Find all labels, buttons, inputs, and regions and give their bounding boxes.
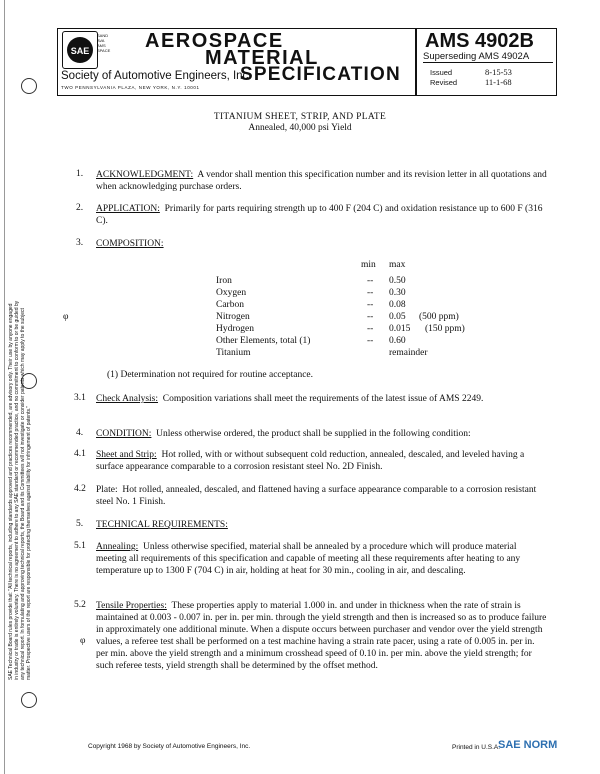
revised-label: Revised [430, 78, 458, 87]
comp-row-max: 0.60 [389, 336, 406, 346]
change-mark: φ [63, 312, 69, 322]
section-4-1 [96, 449, 548, 473]
logo-side-text: SAND AVA AMS SPACE [97, 33, 111, 53]
comp-max-header: max [389, 260, 406, 270]
comp-row-min: -- [367, 312, 374, 322]
margin-disclaimer-line-1: SAE Technical Board rules provide that: "All technical reports, including standards approved and practices recommended, are advisory only. Their use by anyone engaged [8, 303, 14, 680]
section-3 [96, 238, 548, 250]
section-2 [96, 203, 548, 227]
section-4-2-text: Hot rolled, annealed, descaled, and flattened having a surface appearance comparable to a corrosion resistant steel No. 1 Finish. [96, 485, 537, 507]
title-aerospace: AEROSPACE [145, 30, 284, 52]
section-5-2-number: 5.2 [74, 600, 86, 610]
comp-row-element: Other Elements, total (1) [216, 336, 311, 346]
comp-row-element: Carbon [216, 300, 244, 310]
doc-title: TITANIUM SHEET, STRIP, AND PLATE [213, 112, 387, 122]
section-5-1-number: 5.1 [74, 541, 86, 551]
section-5-1 [96, 541, 548, 577]
section-1-number: 1. [76, 169, 84, 179]
section-5-1-heading: Annealing: [96, 542, 139, 552]
section-4-2 [96, 484, 548, 508]
margin-disclaimer-line-2: in industry or trade is entirely voluntary. There is no agreement to adhere to any SAE standard or recommended practice, and no commitment to conform to or be guided by [14, 300, 20, 680]
section-2-heading: APPLICATION: [96, 204, 160, 214]
section-4-2-heading: Plate: [96, 485, 118, 495]
section-3-heading: COMPOSITION: [96, 239, 164, 249]
society-address: TWO PENNSYLVANIA PLAZA, NEW YORK, N.Y. 10001 [61, 85, 200, 90]
composition-footnote: (1) Determination not required for routine acceptance. [107, 370, 314, 380]
section-5-2 [96, 600, 548, 672]
section-2-number: 2. [76, 203, 84, 213]
section-4 [96, 428, 548, 440]
punch-hole-bottom [21, 692, 37, 708]
punch-hole-top [21, 78, 37, 94]
logo-letters: SAE [70, 46, 90, 56]
comp-row-max: 0.05 [389, 312, 406, 322]
comp-row-min: -- [367, 324, 374, 334]
spec-number: AMS 4902B [425, 30, 534, 52]
comp-row-min: -- [367, 300, 374, 310]
section-5-heading: TECHNICAL REQUIREMENTS: [96, 520, 228, 530]
section-5-2-heading: Tensile Properties: [96, 601, 167, 611]
comp-row-min: -- [367, 288, 374, 298]
section-4-text: Unless otherwise ordered, the product shall be supplied in the following condition: [156, 429, 471, 439]
comp-row-element: Nitrogen [216, 312, 250, 322]
comp-row-max: remainder [389, 348, 428, 358]
comp-row-element: Iron [216, 276, 232, 286]
section-5 [96, 519, 548, 531]
comp-row-element: Hydrogen [216, 324, 254, 334]
section-3-1 [96, 393, 548, 405]
comp-row-ppm: (150 ppm) [425, 324, 465, 334]
revised-date: 11-1-68 [485, 77, 512, 87]
comp-row-max: 0.08 [389, 300, 406, 310]
comp-row-max: 0.50 [389, 276, 406, 286]
section-4-2-number: 4.2 [74, 484, 86, 494]
section-4-number: 4. [76, 428, 84, 438]
section-5-1-text: Unless otherwise specified, material shall be annealed by a procedure which will produce material meeting all requirements of this specification and capable of meeting all these requirements after heating to any temperature up to 1300 F (704 C) in air, holding at heat for 30 min., cooling in air, and descaling. [96, 542, 521, 576]
section-4-1-number: 4.1 [74, 449, 86, 459]
margin-disclaimer-line-4: matter. Prospective users of the report are responsible for protecting themselves against liability for infringement of patents." [26, 405, 32, 680]
footer-copyright: Copyright 1968 by Society of Automotive Engineers, Inc. [88, 743, 251, 750]
comp-row-element: Titanium [216, 348, 251, 358]
section-5-2-text: These properties apply to material 1.000 in. and under in thickness when the rate of strain is maintained at 0.003 - 0.007 in. per in. per min. through the yield strength and then is increased so as to produce failure in approximately one additional minute. When a dispute occurs between purchaser and vendor over the yield strength values, a referee test shall be performed on a test machine having a strain rate pacer, using a rate of 0.005 in. per in. per min. above the yield strength and a minimum crosshead speed of 0.10 in. per min. above the yield strength; for such referee tests, yield strength shall be determined by the offset method. [96, 601, 547, 671]
comp-row-max: 0.30 [389, 288, 406, 298]
section-1-heading: ACKNOWLEDGMENT: [96, 170, 194, 180]
change-mark: φ [80, 636, 86, 646]
title-specification: SPECIFICATION [240, 64, 401, 85]
section-3-1-heading: Check Analysis: [96, 394, 159, 404]
section-4-heading: CONDITION: [96, 429, 152, 439]
watermark-logo: SAE NORM [498, 739, 558, 751]
doc-subtitle: Annealed, 40,000 psi Yield [248, 123, 352, 133]
comp-row-ppm: (500 ppm) [419, 312, 459, 322]
section-2-text: Primarily for parts requiring strength up to 400 F (204 C) and oxidation resistance up to 600 F (316 C). [96, 204, 543, 226]
section-4-1-heading: Sheet and Strip: [96, 450, 157, 460]
title-material: MATERIAL [205, 47, 319, 69]
section-3-1-text: Composition variations shall meet the requirements of the latest issue of AMS 2249. [162, 394, 484, 404]
issued-date: 8-15-53 [485, 67, 512, 77]
comp-row-element: Oxygen [216, 288, 247, 298]
margin-disclaimer-line-3: any technical report. In formulating and approving technical reports, the Board and its Committees will not investigate or consider patents which may apply to the subject [20, 308, 26, 680]
sae-logo [62, 31, 98, 69]
section-1-text: A vendor shall mention this specification number and its revision letter in all quotations and when acknowledging purchase orders. [96, 170, 547, 192]
comp-min-header: min [361, 260, 376, 270]
section-3-number: 3. [76, 238, 84, 248]
section-5-number: 5. [76, 519, 84, 529]
section-4-1-text: Hot rolled, with or without subsequent cold reduction, annealed, descaled, and leveled having a surface appearance comparable to a corrosion resistant steel No. 2D Finish. [96, 450, 525, 472]
comp-row-min: -- [367, 276, 374, 286]
comp-row-max: 0.015 [389, 324, 411, 334]
footer-printed: Printed in U.S.A. [452, 744, 501, 751]
section-1 [96, 169, 548, 193]
issued-label: Issued [430, 68, 453, 77]
society-name: Society of Automotive Engineers, Inc. [61, 70, 252, 82]
section-3-1-number: 3.1 [74, 393, 86, 403]
comp-row-min: -- [367, 336, 374, 346]
sae-logo-icon [63, 32, 97, 68]
superseding-note: Superseding AMS 4902A [423, 51, 553, 63]
